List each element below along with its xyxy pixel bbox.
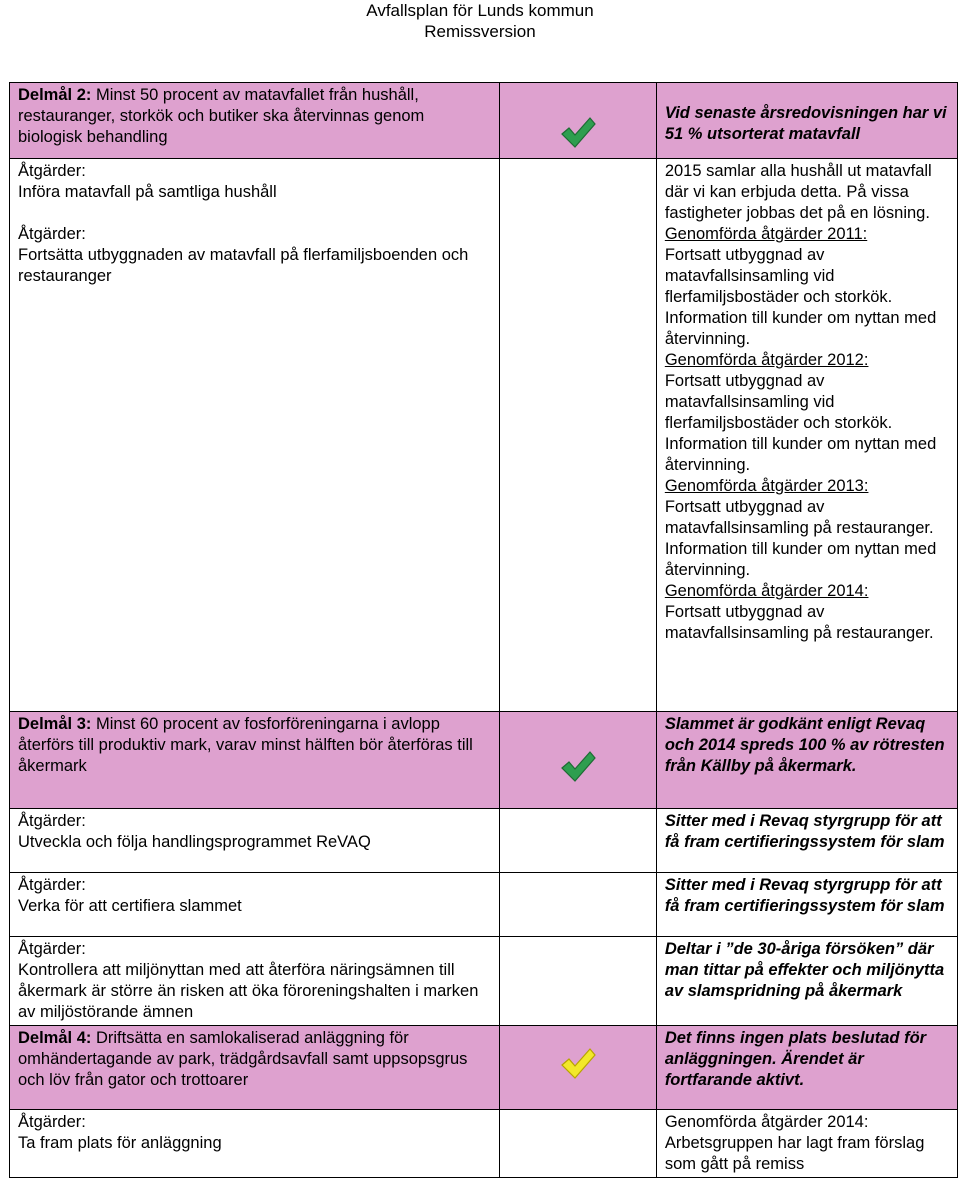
action-cell	[10, 1110, 500, 1178]
action-row	[10, 159, 958, 712]
status-cell	[499, 83, 656, 159]
status-comment: Vid senaste årsredovisningen har vi 51 % utsorterat matavfall	[664, 104, 947, 143]
comment-cell	[656, 712, 957, 809]
action-cell	[10, 809, 500, 873]
done-text: Fortsatt utbyggnad av matavfallsinsamling vid flerfamiljsbostäder och storkök.	[664, 372, 893, 432]
goal-cell	[10, 712, 500, 809]
done-text: Fortsatt utbyggnad av matavfallsinsamling på restauranger.	[664, 603, 934, 642]
comment-cell	[656, 83, 957, 159]
done-text: Information till kunder om nyttan med återvinning.	[664, 540, 937, 579]
done-text: Fortsatt utbyggnad av matavfallsinsamling vid flerfamiljsbostäder och storkök.	[664, 246, 893, 306]
action-text: Verka för att certifiera slammet	[18, 897, 242, 915]
done-text: Arbetsgruppen har lagt fram förslag som gått på remiss	[664, 1134, 925, 1173]
action-label: Åtgärder:	[18, 876, 86, 894]
done-text: Information till kunder om nyttan med återvinning.	[664, 435, 937, 474]
goal-row-delmal-3	[10, 712, 958, 809]
comment-cell	[656, 937, 957, 1026]
action-row	[10, 1110, 958, 1178]
goal-text: Minst 60 procent av fosforföreningarna i avlopp återförs till produktiv mark, varav minst hälften bör återföras till åkermark	[18, 715, 473, 775]
status-comment: Deltar i ”de 30-åriga försöken” där man tittar på effekter och miljönytta av slamspridning på åkermark	[664, 940, 945, 1000]
done-heading-2014: Genomförda åtgärder 2014:	[664, 582, 869, 600]
action-row	[10, 937, 958, 1026]
action-text: Införa matavfall på samtliga hushåll	[18, 183, 277, 201]
status-comment: Slammet är godkänt enligt Revaq och 2014 spreds 100 % av rötresten från Källby på åkermark.	[664, 715, 945, 775]
goal-cell	[10, 1026, 500, 1110]
goal-text: Minst 50 procent av matavfallet från hushåll, restauranger, storkök och butiker ska återvinnas genom biologisk behandling	[18, 86, 425, 146]
document-header	[0, 0, 960, 42]
done-heading-2011: Genomförda åtgärder 2011:	[664, 225, 868, 243]
status-cell	[499, 1026, 656, 1110]
goal-row-delmal-4	[10, 1026, 958, 1110]
goal-label: Delmål 2:	[18, 86, 92, 104]
goal-row-delmal-2	[10, 83, 958, 159]
yellow-check-icon	[560, 1047, 596, 1081]
action-label: Åtgärder:	[18, 940, 86, 958]
done-heading-2014: Genomförda åtgärder 2014:	[664, 1113, 869, 1131]
action-cell	[10, 937, 500, 1026]
goal-label: Delmål 4:	[18, 1029, 92, 1047]
action-label: Åtgärder:	[18, 1113, 86, 1131]
comment-cell	[656, 809, 957, 873]
action-text: Utveckla och följa handlingsprogrammet ReVAQ	[18, 833, 371, 851]
document-subtitle: Remissversion	[424, 22, 536, 41]
goals-table	[9, 82, 958, 1178]
status-cell	[499, 873, 656, 937]
comment-intro: 2015 samlar alla hushåll ut matavfall där vi kan erbjuda detta. På vissa fastigheter jobbas det på en lösning.	[664, 162, 932, 222]
action-label: Åtgärder:	[18, 812, 86, 830]
status-cell	[499, 712, 656, 809]
goal-cell	[10, 83, 500, 159]
action-label: Åtgärder:	[18, 162, 86, 180]
done-text: Fortsatt utbyggnad av matavfallsinsamling på restauranger.	[664, 498, 934, 537]
action-row	[10, 809, 958, 873]
action-label: Åtgärder:	[18, 225, 86, 243]
done-heading-2012: Genomförda åtgärder 2012:	[664, 351, 869, 369]
status-cell	[499, 1110, 656, 1178]
status-comment: Det finns ingen plats beslutad för anläggningen. Ärendet är fortfarande aktivt.	[664, 1029, 927, 1089]
action-row	[10, 873, 958, 937]
green-check-icon	[560, 116, 596, 150]
status-cell	[499, 159, 656, 712]
done-heading-2013: Genomförda åtgärder 2013:	[664, 477, 869, 495]
status-comment: Sitter med i Revaq styrgrupp för att få fram certifieringssystem för slam	[664, 812, 945, 851]
goal-text: Driftsätta en samlokaliserad anläggning för omhändertagande av park, trädgårdsavfall samt uppsopsgrus och löv från gator och trottoarer	[18, 1029, 468, 1089]
action-text: Fortsätta utbyggnaden av matavfall på flerfamiljsboenden och restauranger	[18, 246, 469, 285]
comment-cell	[656, 1110, 957, 1178]
comment-cell	[656, 159, 957, 712]
action-text: Kontrollera att miljönyttan med att återföra näringsämnen till åkermark är större än risken att öka föroreningshalten i marken av miljöstörande ämnen	[18, 961, 479, 1021]
comment-cell	[656, 873, 957, 937]
green-check-icon	[560, 750, 596, 784]
action-cell	[10, 159, 500, 712]
action-cell	[10, 873, 500, 937]
status-cell	[499, 809, 656, 873]
document-title: Avfallsplan för Lunds kommun	[366, 1, 594, 20]
action-text: Ta fram plats för anläggning	[18, 1134, 222, 1152]
status-comment: Sitter med i Revaq styrgrupp för att få fram certifieringssystem för slam	[664, 876, 945, 915]
done-text: Information till kunder om nyttan med återvinning.	[664, 309, 937, 348]
comment-cell	[656, 1026, 957, 1110]
status-cell	[499, 937, 656, 1026]
goal-label: Delmål 3:	[18, 715, 92, 733]
